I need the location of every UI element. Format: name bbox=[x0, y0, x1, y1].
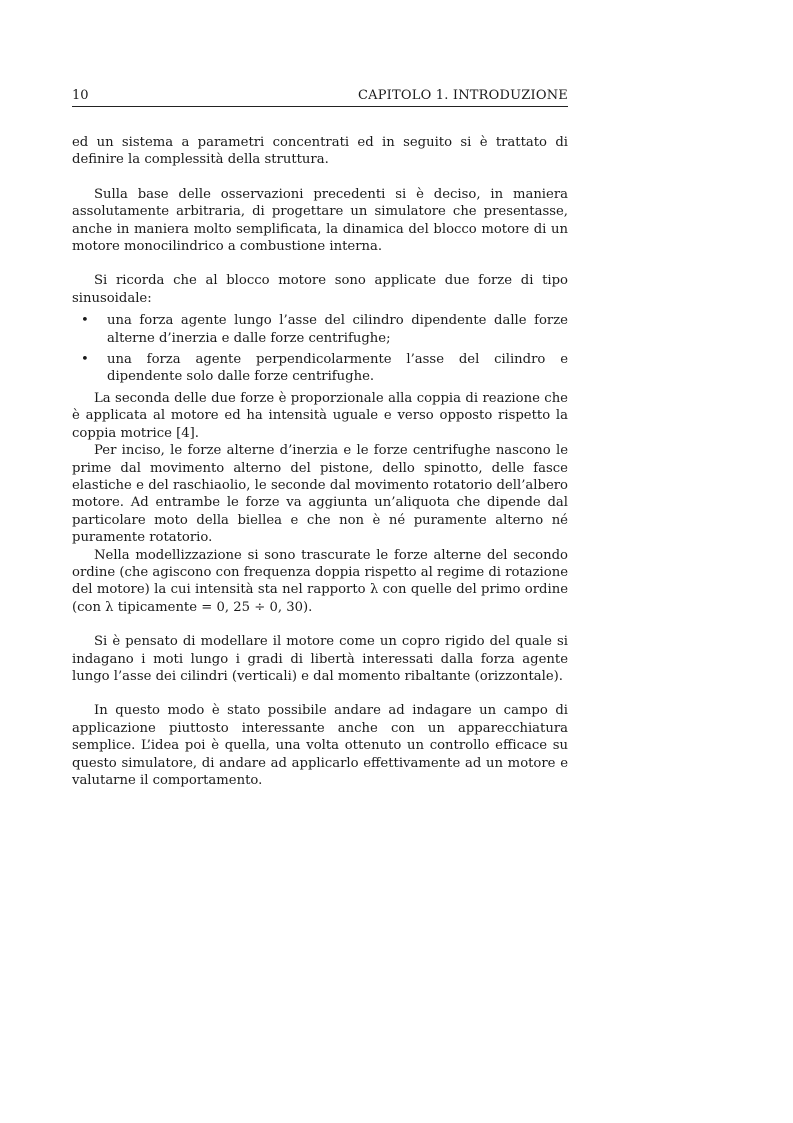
paragraph-7: Si è pensato di modellare il motore come un copro rigido del quale si indagano i moti lungo i gradi di libertà interessati dalla forza agente lungo l’asse dei cilindri (verticali) e dal momento ribaltante (orizzontale). bbox=[72, 634, 568, 684]
list-item-text: una forza agente lungo l’asse del cilindro dipendente dalle forze alterne d’inerzia e dalle forze centrifughe; bbox=[107, 313, 568, 346]
page-number: 10 bbox=[72, 88, 89, 103]
list-item bbox=[72, 312, 568, 347]
bullet-list bbox=[72, 312, 568, 386]
paragraph-6: Nella modellizzazione si sono trascurate le forze alterne del secondo ordine (che agiscono con frequenza doppia rispetto al regime di rotazione del motore) la cui intensità sta nel rapporto λ con quelle del primo ordine (con λ tipicamente = 0, 25 ÷ 0, 30). bbox=[72, 547, 568, 615]
page-body bbox=[72, 134, 568, 789]
paragraph-8: In questo modo è stato possibile andare ad indagare un campo di applicazione piuttosto interessante anche con un apparecchiatura semplice. L’idea poi è quella, una volta ottenuto un controllo efficace su questo simulatore, di andare ad applicarlo effettivamente ad un motore e valutarne il comportamento. bbox=[72, 703, 568, 788]
paragraph-4: La seconda delle due forze è proporzionale alla coppia di reazione che è applicata al motore ed ha intensità uguale e verso opposto rispetto la coppia motrice [4]. bbox=[72, 390, 568, 441]
list-item bbox=[72, 351, 568, 386]
paragraph-5: Per inciso, le forze alterne d’inerzia e le forze centrifughe nascono le prime dal movimento alterno del pistone, dello spinotto, delle fasce elastiche e del raschiaolio, le seconde dal movimento rotatorio dell’albero motore. Ad entrambe le forze va aggiunta un’aliquota che dipende dal particolare moto della biellea e che non è né puramente alterno né puramente rotatorio. bbox=[72, 443, 568, 546]
paragraph-3: Si ricorda che al blocco motore sono applicate due forze di tipo sinusoidale: bbox=[72, 273, 568, 306]
bullet-icon: • bbox=[81, 313, 89, 329]
list-item-text: una forza agente perpendicolarmente l’asse del cilindro e dipendente solo dalle forze centrifughe. bbox=[107, 352, 568, 385]
bullet-icon: • bbox=[81, 352, 89, 368]
page-header bbox=[72, 88, 568, 107]
paragraph-1: ed un sistema a parametri concentrati ed in seguito si è trattato di definire la complessità della struttura. bbox=[72, 135, 568, 168]
running-head: CAPITOLO 1. INTRODUZIONE bbox=[357, 88, 568, 103]
paragraph-2: Sulla base delle osservazioni precedenti si è deciso, in maniera assolutamente arbitraria, di progettare un simulatore che presentasse, anche in maniera molto semplificata, la dinamica del blocco motore di un motore monocilindrico a combustione interna. bbox=[72, 186, 568, 255]
